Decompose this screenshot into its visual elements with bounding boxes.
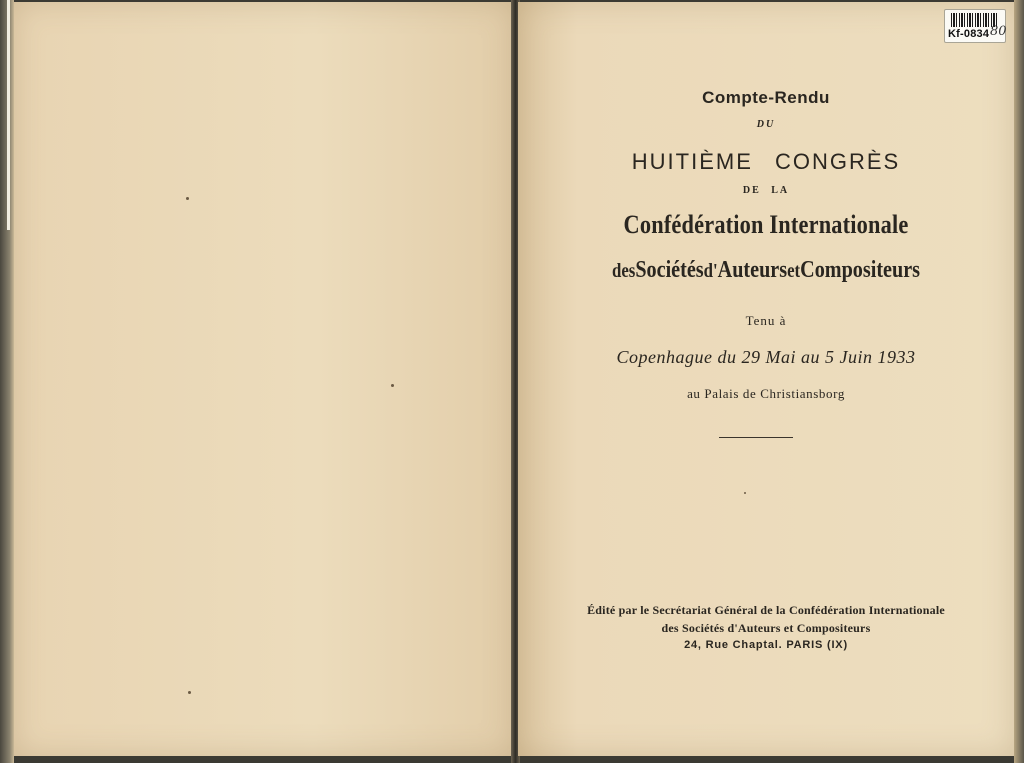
title-line-palais: au Palais de Christiansborg xyxy=(687,386,845,401)
imprint-line-1: Édité par le Secrétariat Général de la Confédération Internationale xyxy=(587,603,945,617)
title-line-dates: Copenhague du 29 Mai au 5 Juin 1933 xyxy=(616,347,916,367)
title-line-confederation: Confédération Internationale xyxy=(623,210,909,239)
paper-speck xyxy=(391,384,394,387)
handwritten-mark: 80 xyxy=(990,24,1007,39)
title-line-societes: desSociétésd'AuteursetCompositeurs xyxy=(611,257,921,283)
paper-speck xyxy=(744,492,746,494)
left-page-blank xyxy=(14,2,514,756)
call-number: Kf-0834 xyxy=(948,28,990,40)
title-line-tenu: Tenu à xyxy=(745,313,787,328)
imprint-line-2: des Sociétés d'Auteurs et Compositeurs xyxy=(661,621,871,635)
left-cover-edge xyxy=(0,0,14,763)
paper-speck xyxy=(186,197,189,200)
right-cover-edge xyxy=(1014,0,1024,763)
paper-speck xyxy=(188,691,191,694)
title-line-du: DU xyxy=(756,119,776,130)
divider-rule xyxy=(719,437,793,438)
title-line-compte-rendu: Compte-Rendu xyxy=(702,88,830,107)
title-line-de-la: DE LA xyxy=(742,185,790,196)
imprint-line-3: 24, Rue Chaptal. PARIS (IX) xyxy=(684,639,848,651)
title-line-congres: HUITIÈME CONGRÈS xyxy=(631,149,901,174)
